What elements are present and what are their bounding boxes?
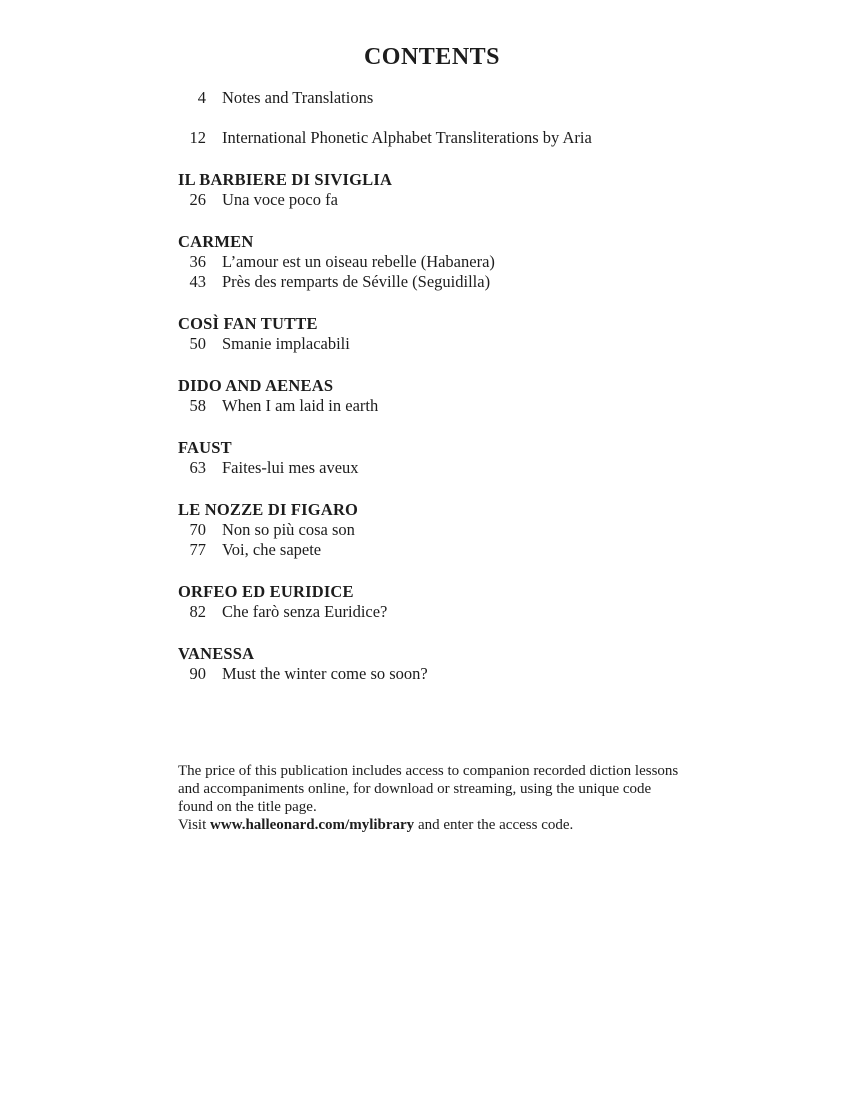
aria-title: Che farò senza Euridice? [222,602,388,621]
page-number: 58 [189,396,206,415]
page-number: 43 [189,272,206,291]
visit-suffix: and enter the access code. [414,817,574,833]
page-number: 70 [189,520,206,539]
page-number: 77 [189,540,206,559]
page-number: 4 [197,88,206,107]
section-heading: ORFEO ED EURIDICE [178,582,354,601]
visit-line [178,816,708,834]
library-url: www.halleonard.com/mylibrary [210,817,415,833]
access-note-line: and accompaniments online, for download or streaming, using the unique code [178,781,652,797]
aria-title: Voi, che sapete [222,540,322,559]
aria-title: Una voce poco fa [222,190,338,209]
toc-section-faust [178,438,718,478]
toc-entry [178,540,718,560]
page-number: 63 [189,458,206,477]
toc-entry [178,396,718,416]
aria-title: Must the winter come so soon? [222,664,428,683]
toc-section-il-barbiere [178,170,718,210]
toc-section-orfeo-ed-euridice [178,582,718,622]
section-heading: IL BARBIERE DI SIVIGLIA [178,170,393,189]
toc-section-le-nozze-di-figaro [178,500,718,560]
entry-title: Notes and Translations [222,88,374,107]
toc-section-dido-and-aeneas [178,376,718,416]
page-title: CONTENTS [363,44,501,70]
page-number: 82 [189,602,206,621]
toc-entry [178,334,718,354]
aria-title: L’amour est un oiseau rebelle (Habanera) [222,252,495,271]
aria-title: Non so più cosa son [222,520,355,539]
toc-entry [178,128,718,148]
toc-entry [178,252,718,272]
aria-title: Près des remparts de Séville (Seguidilla) [222,272,491,291]
visit-prefix: Visit [178,817,211,833]
page-number: 90 [189,664,206,683]
section-heading: LE NOZZE DI FIGARO [178,500,359,519]
page-number: 50 [189,334,206,353]
aria-title: Smanie implacabili [222,334,350,353]
entry-title: International Phonetic Alphabet Transliterations by Aria [222,128,592,147]
toc-entry [178,664,718,684]
section-heading: CARMEN [178,232,254,251]
section-heading: FAUST [178,438,232,457]
toc-entry [178,520,718,540]
front-matter [178,88,718,148]
access-note-line: found on the title page. [178,799,317,815]
section-heading: COSÌ FAN TUTTE [178,314,318,333]
toc-section-vanessa [178,644,718,684]
page-number: 36 [189,252,206,271]
toc-entry [178,458,718,478]
toc-entry [178,272,718,292]
section-heading: DIDO AND AENEAS [178,376,334,395]
page-number: 12 [189,128,206,147]
toc-entry [178,602,718,622]
section-heading: VANESSA [178,644,255,663]
aria-title: Faites-lui mes aveux [222,458,359,477]
toc-entry [178,88,718,108]
toc-section-cosi-fan-tutte [178,314,718,354]
page-number: 26 [189,190,206,209]
access-note-line: The price of this publication includes access to companion recorded diction lessons [178,763,679,779]
toc-entry [178,190,718,210]
access-note [178,762,708,834]
toc-section-carmen [178,232,718,292]
aria-title: When I am laid in earth [222,396,379,415]
table-of-contents [178,88,718,684]
